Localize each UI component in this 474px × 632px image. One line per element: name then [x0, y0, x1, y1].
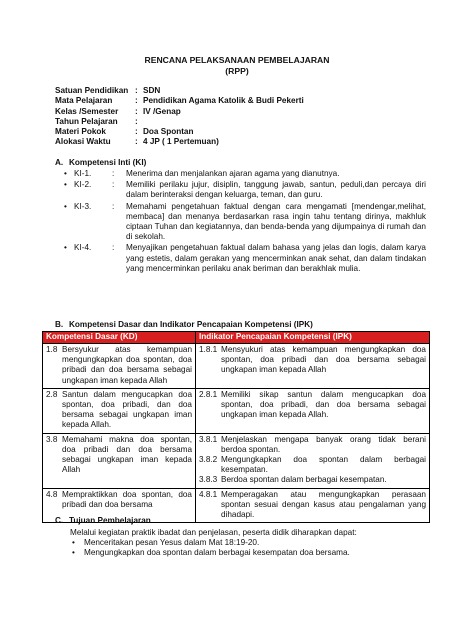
table-row — [43, 388, 430, 433]
identity-row: Mata Pelajaran : Pendidikan Agama Katolik & Budi Pekerti — [55, 96, 304, 106]
kd-ipk-table — [42, 331, 430, 523]
identity-value: IV /Genap — [143, 106, 181, 116]
document-subtitle: (RPP) — [225, 66, 249, 76]
section-b-heading: B. Kompetensi Dasar dan Indikator Pencapaian Kompetensi (IPK) — [55, 320, 313, 329]
bullet-icon: • — [72, 548, 75, 558]
kd-number: 4.8 — [46, 489, 58, 499]
table-row — [43, 344, 430, 389]
bullet-icon: • — [64, 243, 67, 253]
ipk-column-header: Indikator Pencapaian Kompetensi (IPK) — [196, 332, 430, 344]
identity-row: Satuan Pendidikan : SDN — [55, 86, 161, 95]
tujuan-block — [70, 528, 430, 559]
ki-code: KI-2. — [74, 180, 92, 190]
identity-value: Pendidikan Agama Katolik & Budi Pekerti — [143, 96, 304, 106]
table-row — [43, 433, 430, 488]
ipk-text: Mengungkapkan doa spontan dalam berbagai kesempatan. — [221, 455, 426, 475]
kd-text: Memahami makna doa spontan, doa pribadi dan doa bersama sebagai ungkapan iman kepada Allah — [62, 434, 192, 475]
ipk-cell — [196, 388, 430, 433]
bullet-icon: • — [64, 169, 67, 178]
ki-item: • KI-3. : Memahami pengetahuan faktual dengan cara mengamati [mendengar,melihat, membaca] dan menanya berdasarkan rasa ingin tahu tentang dirinya, makhluk ciptaan Tuhan dan kegiatannya, dan benda-benda yang dijumpainya di rumah dan di sekolah. — [64, 201, 426, 242]
identity-value: 4 JP ( 1 Pertemuan) — [143, 137, 219, 147]
kd-cell — [43, 388, 196, 433]
kd-cell — [43, 433, 196, 488]
ki-text: Memiliki perilaku jujur, disiplin, tanggung jawab, santun, peduli,dan percaya diri dalam berinteraksi dengan keluarga, teman, dan guru. — [126, 180, 426, 200]
section-a-title: Kompetensi Inti (KI) — [69, 158, 147, 167]
table-header-row — [43, 332, 430, 344]
tujuan-intro: Melalui kegiatan praktik ibadat dan penjelasan, peserta didik diharapkan dapat: — [70, 528, 357, 537]
ki-text: Menerima dan menjalankan ajaran agama yang dianutnya. — [126, 169, 340, 178]
kd-text: Bersyukur atas kemampuan mengungkapkan doa spontan, doa pribadi dan doa bersama sebagai ungkapan iman kepada Allah — [62, 345, 192, 385]
bullet-icon: • — [64, 180, 67, 190]
ipk-number: 3.8.2 — [199, 455, 218, 465]
kd-cell — [43, 344, 196, 389]
identity-value: Doa Spontan — [143, 127, 194, 137]
kd-text: Mempraktikkan doa spontan, doa pribadi dan doa bersama — [62, 489, 192, 509]
document-title: RENCANA PELAKSANAAN PEMBELAJARAN — [144, 55, 330, 65]
kd-number: 2.8 — [46, 389, 58, 399]
ipk-number: 3.8.3 — [199, 475, 218, 485]
ipk-text: Memiliki sikap santun dalam mengucapkan doa spontan, doa pribadi, dan doa bersama sebagai ungkapan iman kepada Allah. — [221, 389, 426, 420]
tujuan-text: Menceritakan pesan Yesus dalam Mat 18:19-20. — [84, 538, 260, 548]
ipk-text: Memperagakan atau mengungkapkan perasaan spontan sesuai dengan kasus atau pengalaman yang dihadapi. — [221, 489, 426, 520]
identity-label: Mata Pelajaran — [55, 96, 113, 106]
section-c-title: Tujuan Pembelajaran — [69, 516, 151, 525]
kd-column-header: Kompetensi Dasar (KD) — [43, 332, 196, 344]
ipk-number: 2.8.1 — [199, 389, 218, 399]
identity-row: Tahun Pelajaran : — [55, 116, 138, 126]
bullet-icon: • — [64, 201, 67, 211]
identity-row: Materi Pokok : Doa Spontan — [55, 127, 194, 137]
kd-text: Santun dalam mengucapkan doa spontan, doa pribadi, dan doa bersama sebagai ungkapan iman kepada Allah. — [62, 389, 192, 430]
ipk-number: 1.8.1 — [199, 345, 218, 354]
identity-label: Satuan Pendidikan — [55, 86, 129, 95]
identity-value: SDN — [143, 86, 161, 95]
ki-item: • KI-4. : Menyajikan pengetahuan faktual dalam bahasa yang jelas dan logis, dalam karya yang estetis, dalam gerakan yang mencerminkan anak sehat, dan dalam tindakan yang mencerminkan perilaku anak beriman dan berakhlak mulia. — [64, 243, 426, 273]
ki-list — [64, 169, 426, 275]
ipk-number: 4.8.1 — [199, 489, 218, 499]
bullet-icon: • — [72, 538, 75, 548]
ki-code: KI-4. — [74, 243, 92, 253]
ipk-cell — [196, 433, 430, 488]
ki-item: • KI-2. : Memiliki perilaku jujur, disiplin, tanggung jawab, santun, peduli,dan percaya diri dalam berinteraksi dengan keluarga, teman, dan guru. — [64, 180, 426, 200]
list-item — [70, 538, 430, 548]
identity-label: Alokasi Waktu — [55, 137, 111, 147]
ki-text: Memahami pengetahuan faktual dengan cara mengamati [mendengar,melihat, membaca] dan menanya berdasarkan rasa ingin tahu tentang dirinya, makhluk ciptaan Tuhan dan kegiatannya, dan benda-benda yang dijumpainya di rumah dan di sekolah. — [126, 201, 426, 242]
ki-item: • KI-1. : Menerima dan menjalankan ajaran agama yang dianutnya. — [64, 169, 426, 179]
identity-label: Materi Pokok — [55, 127, 106, 137]
ipk-text: Berdoa spontan dalam berbagai kesempatan. — [221, 475, 387, 485]
ipk-cell — [196, 344, 430, 389]
kd-number: 3.8 — [46, 434, 58, 444]
ki-code: KI-1. — [74, 169, 92, 178]
section-b-title: Kompetensi Dasar dan Indikator Pencapaian Kompetensi (IPK) — [69, 320, 313, 329]
ki-code: KI-3. — [74, 201, 92, 211]
ki-text: Menyajikan pengetahuan faktual dalam bahasa yang jelas dan logis, dalam karya yang estetis, dalam gerakan yang mencerminkan anak sehat, dan dalam tindakan yang mencerminkan perilaku anak beriman dan berakhlak mulia. — [126, 243, 426, 273]
ipk-text: Mensyukuri atas kemampuan mengungkapkan doa spontan, doa pribadi dan doa bersama sebagai ungkapan iman kepada Allah — [221, 345, 426, 375]
identity-row: Kelas /Semester : IV /Genap — [55, 106, 181, 116]
tujuan-text: Mengungkapkan doa spontan dalam berbagai kesempatan doa bersama. — [84, 548, 350, 558]
identity-block — [55, 86, 435, 148]
kd-number: 1.8 — [46, 345, 58, 354]
ipk-cell — [196, 488, 430, 523]
ipk-number: 3.8.1 — [199, 434, 218, 444]
list-item — [70, 548, 430, 558]
identity-label: Kelas /Semester — [55, 106, 119, 116]
section-a-heading: A. Kompetensi Inti (KI) — [55, 158, 147, 167]
ipk-text: Menjelaskan mengapa banyak orang tidak berani berdoa spontan. — [221, 434, 426, 454]
identity-row: Alokasi Waktu : 4 JP ( 1 Pertemuan) — [55, 137, 219, 147]
identity-label: Tahun Pelajaran — [55, 116, 118, 126]
section-c-heading: C. Tujuan Pembelajaran — [55, 516, 151, 525]
